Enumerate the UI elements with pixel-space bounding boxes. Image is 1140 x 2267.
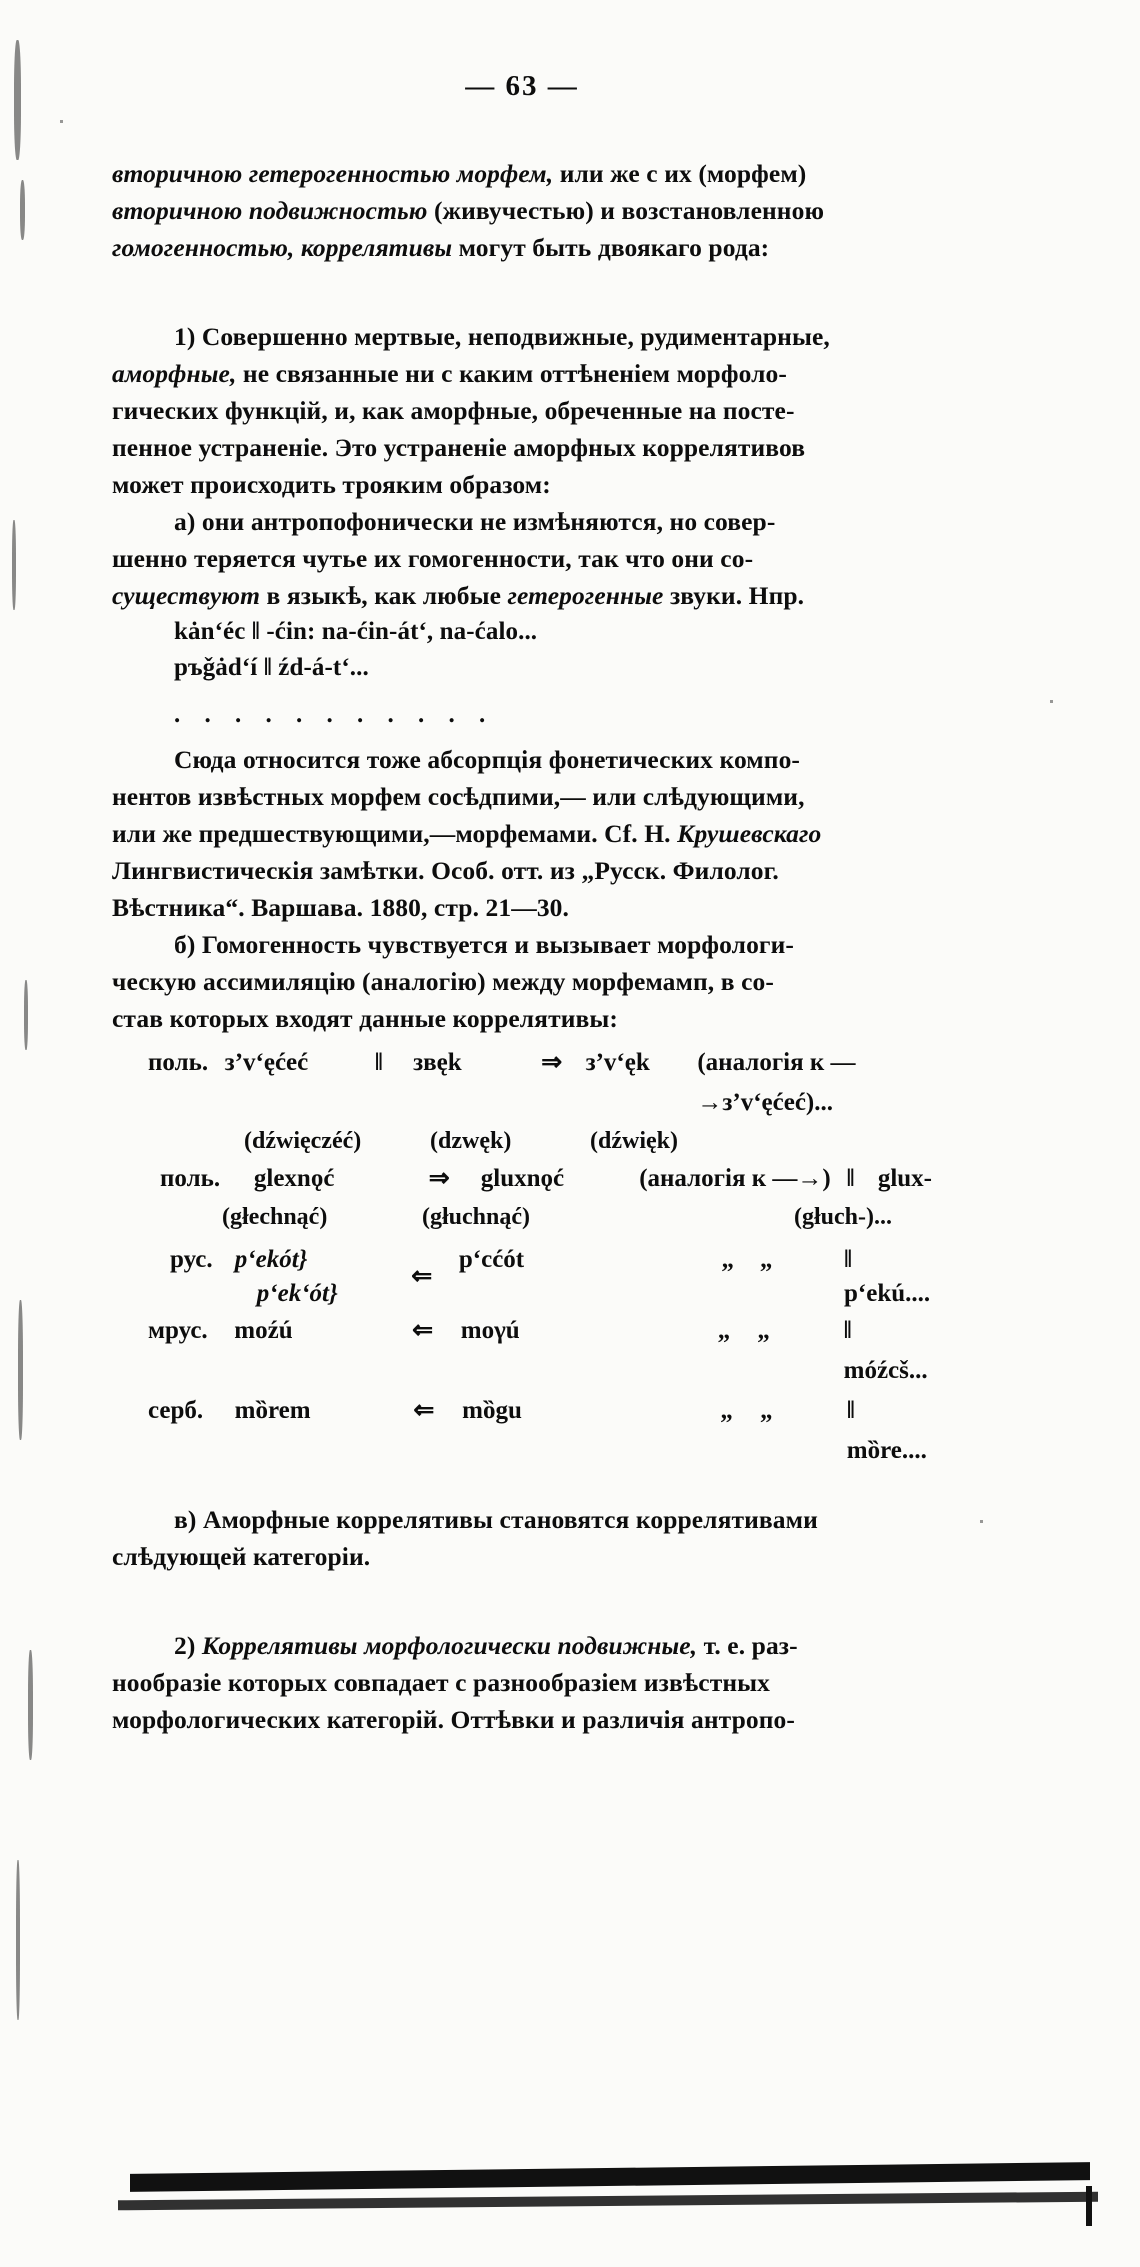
intro-roman-2: (живучестью) и возстановленною — [427, 196, 825, 225]
mrus-ditto-2: „ — [757, 1317, 770, 1344]
serb-arrow-icon: ⇐ — [413, 1397, 434, 1424]
item2-line2: нообразіе которых совпадает с разнообразіем извѣстных — [112, 1668, 770, 1697]
paragraph-sub-a — [112, 503, 932, 614]
pol2-arrow-icon: ⇒ — [428, 1165, 449, 1192]
mrus-form-3: ǁ móźcš... — [843, 1317, 928, 1384]
pol1-form-1: з’v‘ęćeć — [224, 1049, 309, 1076]
paragraph-intro — [112, 155, 932, 266]
scan-bottom-edge-tick — [1086, 2186, 1092, 2226]
sub-a-line3: в языкѣ, как любые — [260, 581, 508, 610]
paragraph-absorption — [112, 741, 932, 926]
lang-label-serbian: серб. — [148, 1397, 204, 1424]
absorption-citation-author: Крушевскаго — [677, 819, 822, 848]
lang-label-russian-text: рус. — [170, 1246, 213, 1273]
intro-roman-3: могут быть двоякаго рода: — [452, 233, 770, 262]
serb-form-2: mȍgu — [462, 1397, 522, 1424]
lang-label-polish-1: поль. — [148, 1049, 209, 1076]
pol1-form-2: звęk — [413, 1049, 462, 1076]
example-row-polish-2-gloss — [112, 1199, 932, 1235]
sub-b-line3: став которых входят данные коррелятивы: — [112, 1004, 618, 1033]
pol2-gloss-1: (głechnąć) — [222, 1204, 328, 1230]
pol1-gloss-2: (dzwęk) — [430, 1128, 512, 1154]
rus-form-2: p‘ek‘ót} — [256, 1280, 338, 1307]
sub-b-line1: б) Гомогенность чувствуется и вызывает морфологи- — [174, 930, 794, 959]
absorption-line2: нентов извѣстных морфем сосѣдпими,— или слѣдующими, — [112, 782, 805, 811]
pol2-gloss-2: (głuchnąć) — [422, 1204, 530, 1230]
sub-a-italic-2: гетерогенные — [507, 581, 664, 610]
examples-table — [112, 1043, 932, 1471]
lang-label-russian — [170, 1243, 235, 1277]
pol2-note: (аналогія к —→) — [639, 1165, 831, 1192]
pol2-form-3: glux- — [877, 1165, 933, 1192]
item2-marker: 2) — [174, 1631, 202, 1660]
serb-ditto-2: „ — [760, 1397, 773, 1424]
pol2-form-1: glexnǫć — [253, 1165, 335, 1192]
example-line-2: pъǧȧd‘í ǁ źd-á-t‘... — [174, 654, 369, 681]
item2-line3: морфологических категорій. Оттѣвки и различія антропо- — [112, 1705, 795, 1734]
pol1-note: (аналогія к —→з’v‘ęćeć)... — [697, 1049, 856, 1116]
absorption-line1: Сюда относится тоже абсорпція фонетических компо- — [174, 745, 801, 774]
sub-v-line2: слѣдующей категоріи. — [112, 1542, 371, 1571]
pol2-form-2: gluxnǫć — [480, 1165, 565, 1192]
rus-ditto-1: „ — [721, 1246, 734, 1273]
item1-line2: не связанные ни с каким оттѣненіем морфоло- — [236, 359, 787, 388]
intro-italic-3: гомогенностью, коррелятивы — [112, 233, 453, 262]
example-row-polish-1 — [112, 1043, 932, 1123]
lang-label-polish-2: поль. — [160, 1165, 221, 1192]
intro-italic-2: вторичною подвижностью — [112, 196, 428, 225]
paragraph-item-1 — [112, 318, 932, 503]
item1-line5: может происходить трояким образом: — [112, 470, 551, 499]
pol2-gloss-3: (głuch-)... — [794, 1204, 892, 1230]
sub-v-line1: в) Аморфные коррелятивы становятся коррелятивами — [174, 1505, 818, 1534]
absorption-line3: или же предшествующими,—морфемами. Cf. H. — [112, 819, 678, 848]
item1-line1: 1) Совершенно мертвые, неподвижные, рудиментарные, — [174, 322, 830, 351]
example-line-1: kȧn‘éc ǁ -ćin: na-ćin-át‘, na-ćalo... — [174, 618, 538, 645]
serb-ditto-1: „ — [720, 1397, 733, 1424]
pol1-gloss-3: (dźwięk) — [590, 1128, 678, 1154]
item1-line4: пенное устраненіе. Это устраненіе аморфных коррелятивов — [112, 433, 806, 462]
item2-line1: т. е. раз- — [697, 1631, 798, 1660]
ellipsis-row: . . . . . . . . . . . — [174, 701, 495, 728]
sub-b-line2: ческую ассимиляцію (аналогію) между морфемамп, в со- — [112, 967, 774, 996]
rus-forms-brace — [235, 1243, 384, 1311]
mrus-arrow-icon: ⇐ — [412, 1317, 433, 1344]
mrus-form-1: moźú — [234, 1317, 293, 1344]
sub-a-italic-1: существуют — [112, 581, 260, 610]
mrus-ditto-1: „ — [717, 1317, 731, 1344]
example-row-serbian — [112, 1391, 932, 1471]
page-number: — 63 — — [465, 70, 579, 102]
item1-italic: аморфные, — [112, 359, 237, 388]
example-row-polish-2 — [112, 1159, 932, 1199]
example-row-little-russian — [112, 1311, 932, 1391]
serb-form-3: ǁ mȍre.... — [846, 1397, 927, 1464]
pol1-gloss-1: (dźwięczéć) — [244, 1128, 362, 1154]
mrus-form-2: moγú — [460, 1317, 520, 1344]
absorption-line4: Лингвистическія замѣтки. Особ. отт. из „Русск. Филолог. — [112, 856, 779, 885]
page-content — [112, 70, 932, 1738]
sub-a-line1: а) они антропофонически не измѣняются, но совер- — [174, 507, 776, 536]
pol1-arrow-icon: ⇒ — [541, 1049, 562, 1076]
absorption-line5: Вѣстника“. Варшава. 1880, стр. 21—30. — [112, 893, 569, 922]
serb-form-1: mȍrem — [234, 1397, 311, 1424]
pol2-bar: ǁ — [846, 1165, 855, 1192]
rus-form-1: p‘ekót} — [234, 1246, 308, 1273]
rus-ditto-2: „ — [760, 1246, 773, 1273]
item2-italic: Коррелятивы морфологически подвижные, — [201, 1631, 698, 1660]
paragraph-sub-b — [112, 926, 932, 1037]
intro-roman-1: или же с их (морфем) — [553, 159, 807, 188]
rus-arrow-icon: ⇐ — [411, 1263, 432, 1290]
paragraph-item-2 — [112, 1627, 932, 1738]
lang-label-little-russian: мрус. — [148, 1317, 208, 1344]
example-row-russian — [112, 1243, 932, 1311]
rus-form-4: ǁ p‘ekú.... — [844, 1246, 931, 1307]
intro-italic-1: вторичною гетерогенностью морфем, — [112, 159, 554, 188]
sub-a-line4: звуки. Нпр. — [663, 581, 805, 610]
example-row-polish-1-gloss — [112, 1123, 932, 1159]
paragraph-sub-v — [112, 1501, 932, 1575]
pol1-form-3: з’v‘ęk — [585, 1049, 650, 1076]
item1-line3: гических функцій, и, как аморфные, обреченные на посте- — [112, 396, 795, 425]
pol1-bar: ǁ — [374, 1049, 383, 1076]
sub-a-line2: шенно теряется чутье их гомогенности, так что они со- — [112, 544, 754, 573]
rus-form-3: p‘cćót — [458, 1246, 525, 1273]
